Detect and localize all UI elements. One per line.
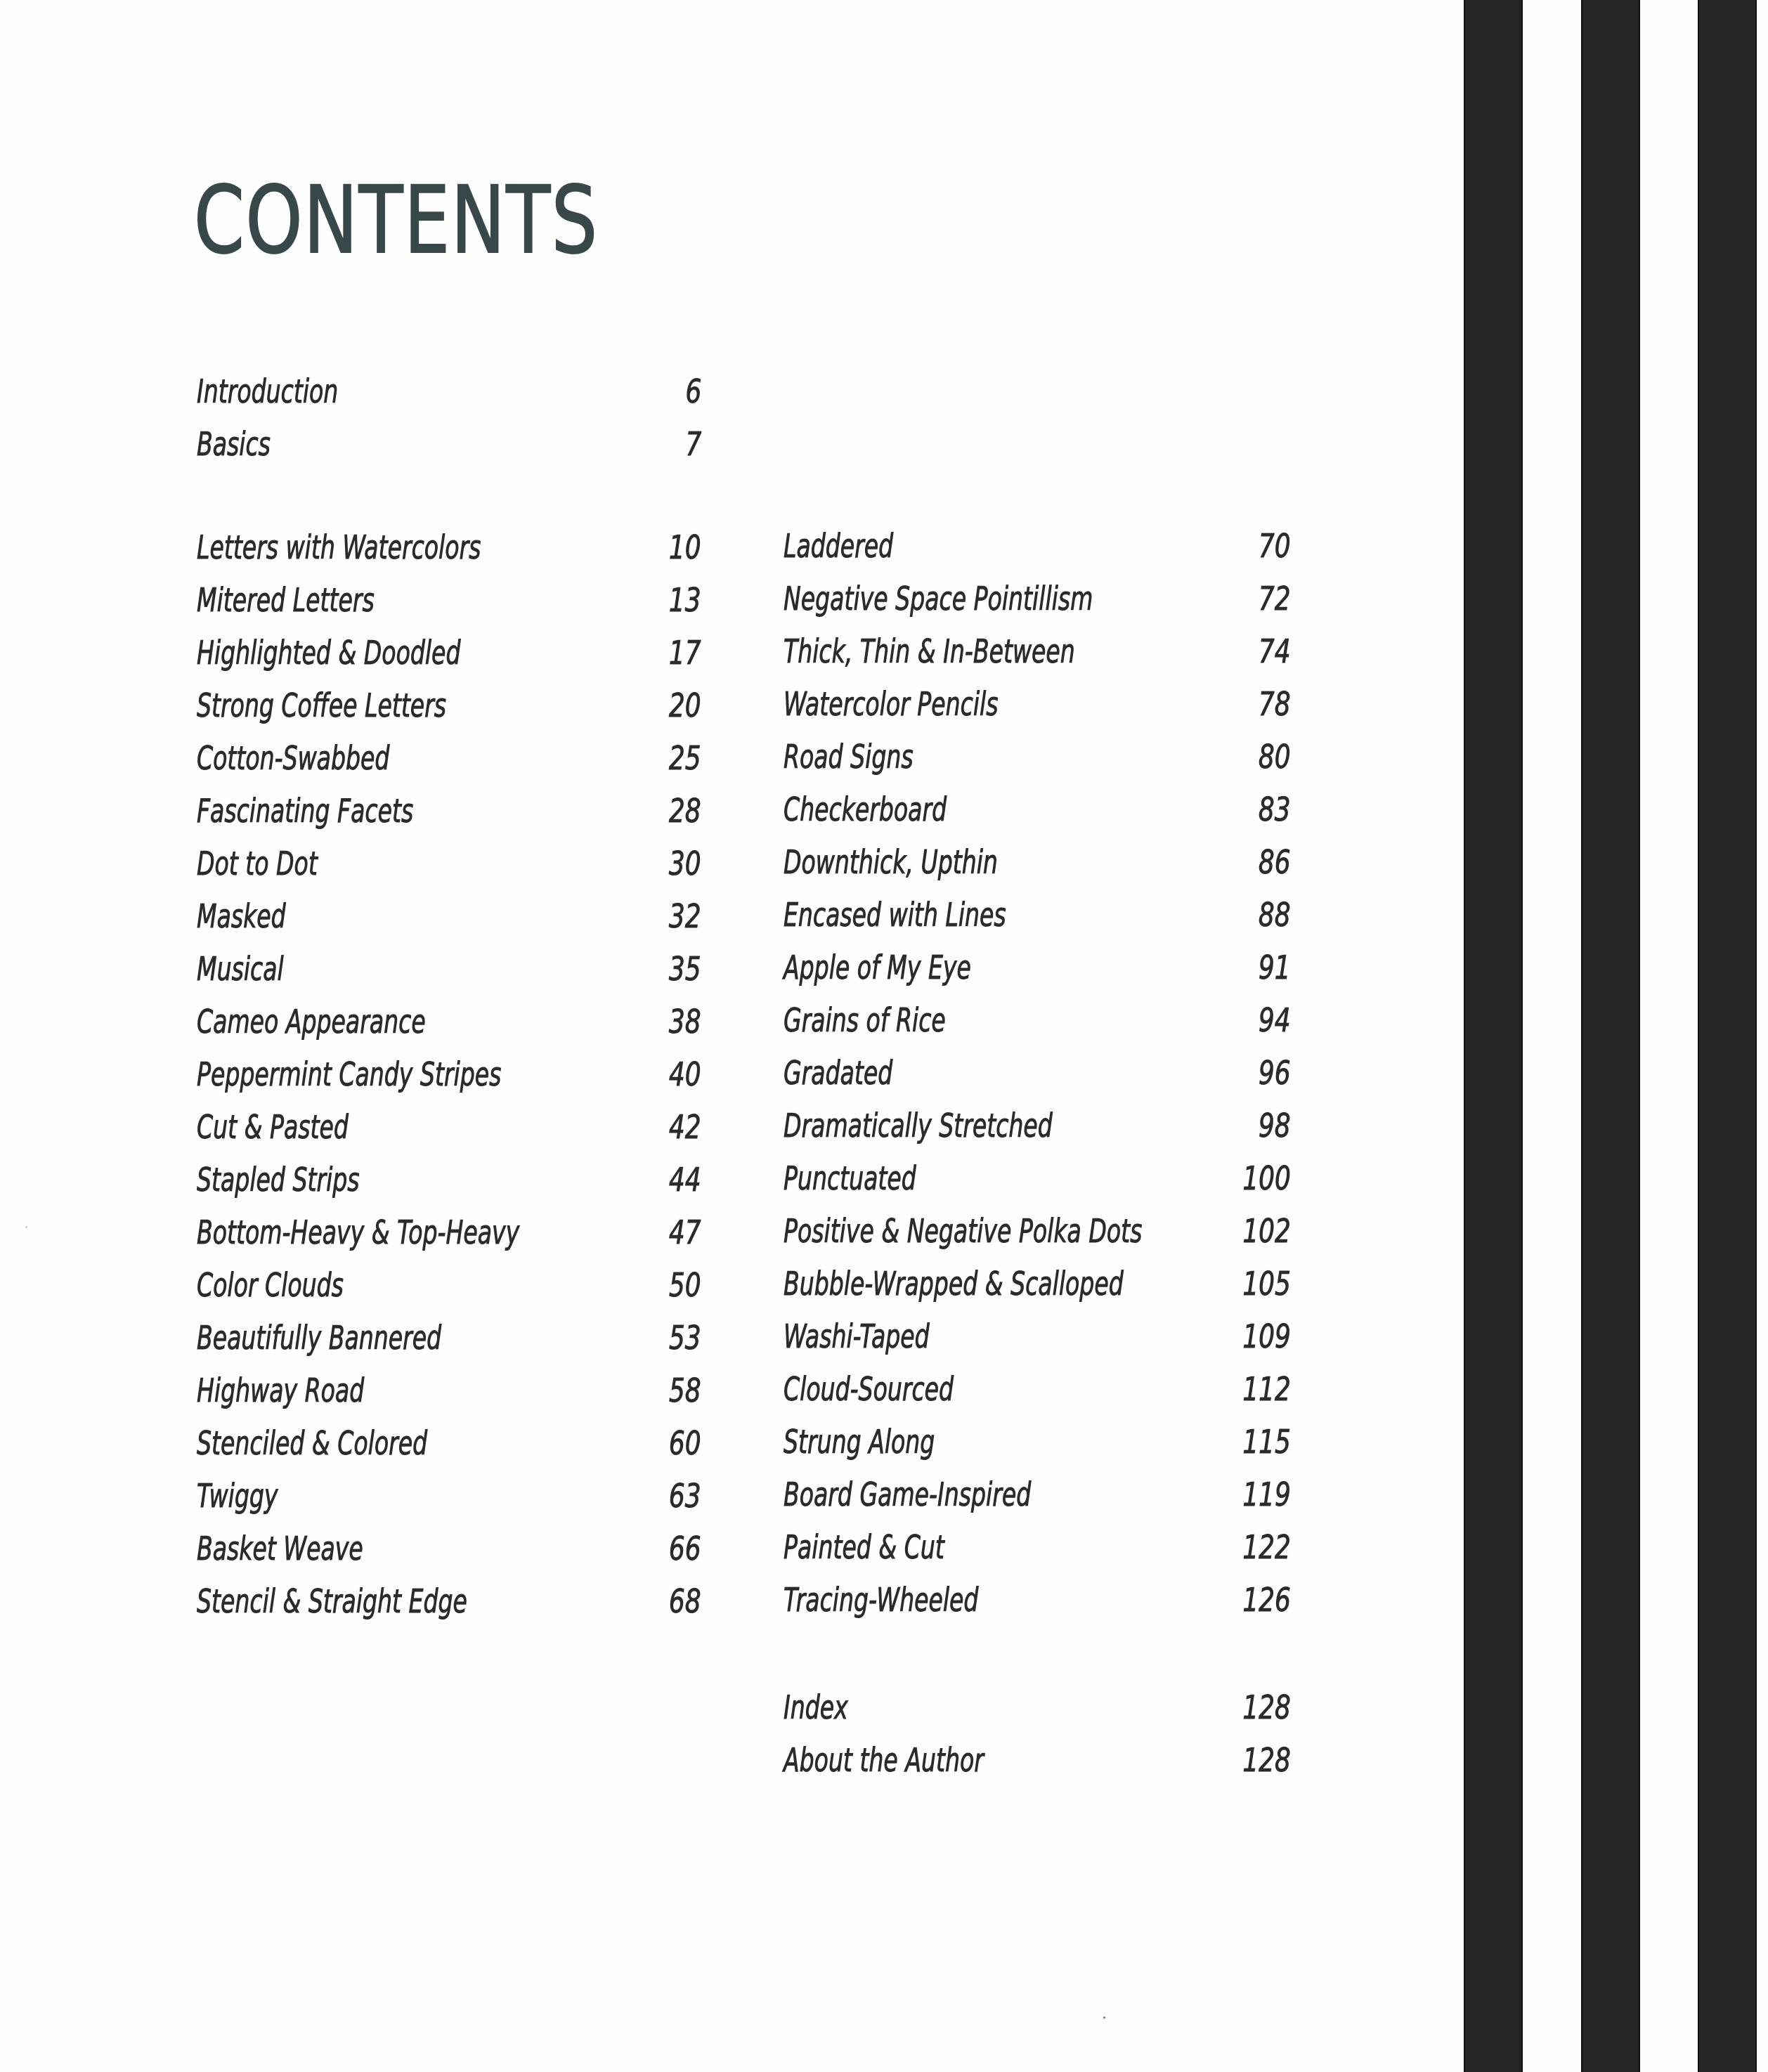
toc-entry-label: Beautifully Bannered xyxy=(197,1319,442,1357)
toc-entry-page: 119 xyxy=(1242,1475,1291,1513)
toc-entry-page: 86 xyxy=(1259,843,1291,881)
toc-entry-label: Stapled Strips xyxy=(197,1161,360,1199)
scan-speck xyxy=(25,1226,27,1228)
toc-entry-page: 32 xyxy=(669,897,701,935)
toc-entry-label: Letters with Watercolors xyxy=(197,528,481,566)
toc-entry-index[interactable] xyxy=(784,1681,1291,1734)
toc-entry-page: 10 xyxy=(669,528,701,566)
toc-entry[interactable] xyxy=(784,1152,1291,1205)
toc-entry-label: Basket Weave xyxy=(197,1530,363,1568)
page-title: CONTENTS xyxy=(194,167,599,275)
toc-entry-label: Introduction xyxy=(197,372,339,410)
toc-entry[interactable] xyxy=(197,1417,701,1470)
toc-entry-page: 63 xyxy=(669,1477,701,1515)
toc-entry-label: Encased with Lines xyxy=(784,896,1006,934)
toc-entry-label: About the Author xyxy=(784,1741,984,1779)
toc-entry[interactable] xyxy=(784,836,1291,889)
toc-entry[interactable] xyxy=(197,890,701,943)
toc-entry-label: Cotton-Swabbed xyxy=(197,739,390,777)
toc-entry[interactable] xyxy=(197,1575,701,1628)
toc-entry[interactable] xyxy=(197,1101,701,1154)
scan-speck xyxy=(1103,2016,1105,2019)
toc-entry[interactable] xyxy=(784,678,1291,731)
toc-entry[interactable] xyxy=(784,783,1291,836)
toc-entry-page: 112 xyxy=(1242,1370,1291,1408)
toc-entry-page: 7 xyxy=(685,425,701,463)
toc-entry[interactable] xyxy=(197,1312,701,1364)
toc-entry-label: Road Signs xyxy=(784,738,914,776)
toc-entry-label: Positive & Negative Polka Dots xyxy=(784,1212,1143,1250)
toc-entry[interactable] xyxy=(784,1100,1291,1152)
toc-entry-label: Musical xyxy=(197,950,284,988)
toc-entry-page: 128 xyxy=(1242,1688,1291,1726)
toc-entry-label: Highlighted & Doodled xyxy=(197,634,461,672)
toc-entry[interactable] xyxy=(197,1048,701,1101)
toc-entry[interactable] xyxy=(784,994,1291,1047)
toc-entry-page: 102 xyxy=(1242,1212,1291,1250)
toc-entry-label: Dramatically Stretched xyxy=(784,1107,1053,1145)
toc-entry-page: 83 xyxy=(1259,790,1291,828)
toc-entry-page: 91 xyxy=(1259,949,1291,986)
toc-entry-label: Tracing-Wheeled xyxy=(784,1581,979,1619)
toc-entry[interactable] xyxy=(784,1310,1291,1363)
toc-entry-label: Dot to Dot xyxy=(197,845,318,882)
toc-entry-about-author[interactable] xyxy=(784,1734,1291,1787)
toc-entry[interactable] xyxy=(197,574,701,627)
toc-entry-page: 40 xyxy=(669,1055,701,1093)
toc-entry-label: Fascinating Facets xyxy=(197,792,414,830)
toc-entry-page: 66 xyxy=(669,1530,701,1568)
toc-entry[interactable] xyxy=(197,732,701,785)
toc-entry[interactable] xyxy=(784,520,1291,573)
toc-entry-label: Stenciled & Colored xyxy=(197,1424,428,1462)
toc-entry-page: 6 xyxy=(685,372,701,410)
toc-entry[interactable] xyxy=(784,1468,1291,1521)
toc-entry-page: 44 xyxy=(669,1161,701,1199)
toc-entry-label: Strung Along xyxy=(784,1423,935,1461)
toc-entry-page: 122 xyxy=(1242,1528,1291,1566)
toc-entry-page: 53 xyxy=(669,1319,701,1357)
toc-entry-page: 38 xyxy=(669,1003,701,1041)
toc-entry-label: Cut & Pasted xyxy=(197,1108,349,1146)
toc-entry[interactable] xyxy=(197,521,701,574)
toc-entry-page: 13 xyxy=(669,581,701,619)
toc-entry-label: Mitered Letters xyxy=(197,581,375,619)
toc-entry[interactable] xyxy=(784,1047,1291,1100)
decorative-stripe xyxy=(1698,0,1757,2072)
toc-entry[interactable] xyxy=(784,1258,1291,1310)
toc-entry-label: Basics xyxy=(197,425,271,463)
toc-entry-page: 72 xyxy=(1259,580,1291,618)
decorative-stripe xyxy=(1464,0,1523,2072)
toc-entry-label: Strong Coffee Letters xyxy=(197,686,447,724)
toc-entry-page: 100 xyxy=(1242,1159,1291,1197)
toc-entry-page: 80 xyxy=(1259,738,1291,776)
toc-entry[interactable] xyxy=(197,1154,701,1206)
toc-entry-page: 20 xyxy=(669,686,701,724)
toc-entry-label: Negative Space Pointillism xyxy=(784,580,1093,618)
toc-entry-page: 96 xyxy=(1259,1054,1291,1092)
toc-entry-page: 94 xyxy=(1259,1001,1291,1039)
toc-entry-page: 35 xyxy=(669,950,701,988)
toc-entry[interactable] xyxy=(197,996,701,1048)
toc-entry-label: Masked xyxy=(197,897,286,935)
toc-entry-page: 88 xyxy=(1259,896,1291,934)
toc-entry-label: Color Clouds xyxy=(197,1266,344,1304)
toc-entry[interactable] xyxy=(784,731,1291,783)
toc-entry[interactable] xyxy=(197,1259,701,1312)
toc-entry-page: 70 xyxy=(1259,527,1291,565)
toc-entry-label: Washi-Taped xyxy=(784,1317,930,1355)
toc-entry-label: Index xyxy=(784,1688,848,1726)
toc-entry[interactable] xyxy=(784,573,1291,625)
toc-entry-page: 68 xyxy=(669,1582,701,1620)
toc-entry[interactable] xyxy=(784,889,1291,941)
toc-entry-label: Stencil & Straight Edge xyxy=(197,1582,467,1620)
toc-entry-page: 47 xyxy=(669,1213,701,1251)
toc-entry-label: Thick, Thin & In-Between xyxy=(784,632,1075,670)
toc-entry-label: Board Game-Inspired xyxy=(784,1475,1032,1513)
toc-entry-page: 128 xyxy=(1242,1741,1291,1779)
toc-entry-page: 58 xyxy=(669,1371,701,1409)
toc-entry-label: Grains of Rice xyxy=(784,1001,946,1039)
toc-entry[interactable] xyxy=(784,1205,1291,1258)
toc-entry-label: Twiggy xyxy=(197,1477,278,1515)
toc-entry-page: 50 xyxy=(669,1266,701,1304)
toc-entry-page: 60 xyxy=(669,1424,701,1462)
toc-entry-page: 105 xyxy=(1242,1265,1291,1303)
toc-entry[interactable] xyxy=(197,365,701,418)
toc-entry[interactable] xyxy=(197,679,701,732)
toc-entry-label: Cameo Appearance xyxy=(197,1003,426,1041)
toc-entry-label: Bubble-Wrapped & Scalloped xyxy=(784,1265,1124,1303)
toc-entry[interactable] xyxy=(784,1363,1291,1416)
toc-entry-label: Downthick, Upthin xyxy=(784,843,998,881)
toc-entry-label: Laddered xyxy=(784,527,894,565)
toc-entry[interactable] xyxy=(197,418,701,471)
toc-entry[interactable] xyxy=(197,1470,701,1523)
toc-entry-page: 78 xyxy=(1259,685,1291,723)
toc-entry[interactable] xyxy=(197,1523,701,1575)
decorative-stripe xyxy=(1581,0,1640,2072)
toc-entry-label: Checkerboard xyxy=(784,790,947,828)
toc-entry[interactable] xyxy=(197,1364,701,1417)
toc-entry[interactable] xyxy=(784,941,1291,994)
toc-entry-label: Punctuated xyxy=(784,1159,916,1197)
toc-entry[interactable] xyxy=(784,625,1291,678)
toc-entry-label: Watercolor Pencils xyxy=(784,685,999,723)
toc-entry[interactable] xyxy=(784,1416,1291,1468)
toc-entry-page: 30 xyxy=(669,845,701,882)
toc-entry-label: Bottom-Heavy & Top-Heavy xyxy=(197,1213,520,1251)
toc-entry-page: 25 xyxy=(669,739,701,777)
toc-entry[interactable] xyxy=(197,627,701,679)
toc-entry-label: Cloud-Sourced xyxy=(784,1370,954,1408)
toc-entry-page: 17 xyxy=(669,634,701,672)
toc-entry-label: Peppermint Candy Stripes xyxy=(197,1055,502,1093)
toc-entry-label: Highway Road xyxy=(197,1371,365,1409)
toc-entry-page: 42 xyxy=(669,1108,701,1146)
toc-entry-page: 98 xyxy=(1259,1107,1291,1145)
toc-entry-page: 126 xyxy=(1242,1581,1291,1619)
toc-entry[interactable] xyxy=(197,1206,701,1259)
toc-entry-page: 115 xyxy=(1242,1423,1291,1461)
toc-entry[interactable] xyxy=(197,943,701,996)
toc-entry[interactable] xyxy=(784,1521,1291,1574)
toc-entry[interactable] xyxy=(784,1574,1291,1627)
toc-entry-label: Apple of My Eye xyxy=(784,949,971,986)
toc-entry-page: 109 xyxy=(1242,1317,1291,1355)
toc-entry-label: Gradated xyxy=(784,1054,893,1092)
toc-entry[interactable] xyxy=(197,785,701,838)
toc-entry[interactable] xyxy=(197,838,701,890)
toc-entry-label: Painted & Cut xyxy=(784,1528,944,1566)
toc-entry-page: 28 xyxy=(669,792,701,830)
toc-entry-page: 74 xyxy=(1259,632,1291,670)
